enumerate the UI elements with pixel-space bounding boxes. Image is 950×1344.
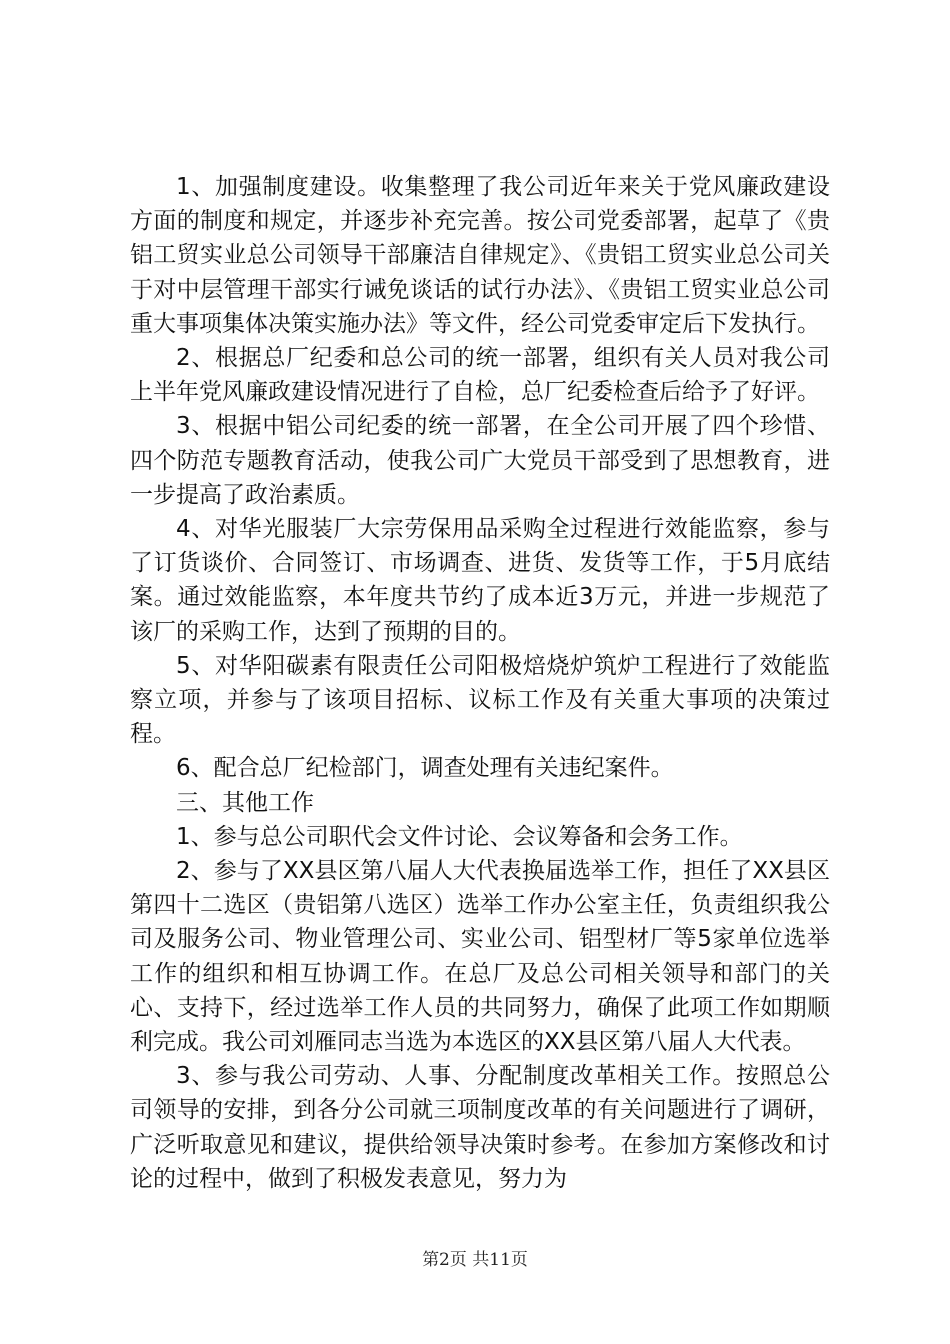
paragraph-9: 3、参与我公司劳动、人事、分配制度改革相关工作。按照总公司领导的安排，到各分公司就三项制度改革的有关问题进行了调研，广泛听取意见和建议，提供给领导决策时参考。在参加方案修改和讨论的过程中，做到了积极发表意见，努力为: [130, 1063, 830, 1192]
paragraph-5: 5、对华阳碳素有限责任公司阳极焙烧炉筑炉工程进行了效能监察立项，并参与了该项目招标、议标工作及有关重大事项的决策过程。: [130, 652, 830, 748]
paragraph-4: 4、对华光服装厂大宗劳保用品采购全过程进行效能监察，参与了订货谈价、合同签订、市场调查、进货、发货等工作，于5月底结案。通过效能监察，本年度共节约了成本近3万元，并进一步规范了该厂的采购工作，达到了预期的目的。: [130, 516, 830, 645]
paragraph-3: 3、根据中铝公司纪委的统一部署，在全公司开展了四个珍惜、四个防范专题教育活动，使我公司广大党员干部受到了思想教育，进一步提高了政治素质。: [130, 413, 830, 508]
paragraph-1: 1、加强制度建设。收集整理了我公司近年来关于党风廉政建设方面的制度和规定，并逐步补充完善。按公司党委部署，起草了《贵铝工贸实业总公司领导干部廉洁自律规定》、《贵铝工贸实业总公司关于对中层管理干部实行诫免谈话的试行办法》、《贵铝工贸实业总公司重大事项集体决策实施办法》等文件，经公司党委审定后下发执行。: [130, 174, 830, 337]
section-heading-other-work: 三、其他工作: [176, 789, 314, 816]
paragraph-8: 2、参与了XX县区第八届人大代表换届选举工作，担任了XX县区第四十二选区（贵铝第八选区）选举工作办公室主任，负责组织我公司及服务公司、物业管理公司、实业公司、铝型材厂等5家单位选举工作的组织和相互协调工作。在总厂及总公司相关领导和部门的关心、支持下，经过选举工作人员的共同努力，确保了此项工作如期顺利完成。我公司刘雁同志当选为本选区的XX县区第八届人大代表。: [130, 858, 830, 1056]
document-body: [130, 170, 830, 1196]
paragraph-7: 1、参与总公司职代会文件讨论、会议筹备和会务工作。: [176, 823, 743, 850]
paragraph-2: 2、根据总厂纪委和总公司的统一部署，组织有关人员对我公司上半年党风廉政建设情况进行了自检，总厂纪委检查后给予了好评。: [130, 345, 830, 406]
paragraph-6: 6、配合总厂纪检部门，调查处理有关违纪案件。: [176, 755, 674, 782]
page-number-footer: 第2页 共11页: [422, 1250, 528, 1270]
